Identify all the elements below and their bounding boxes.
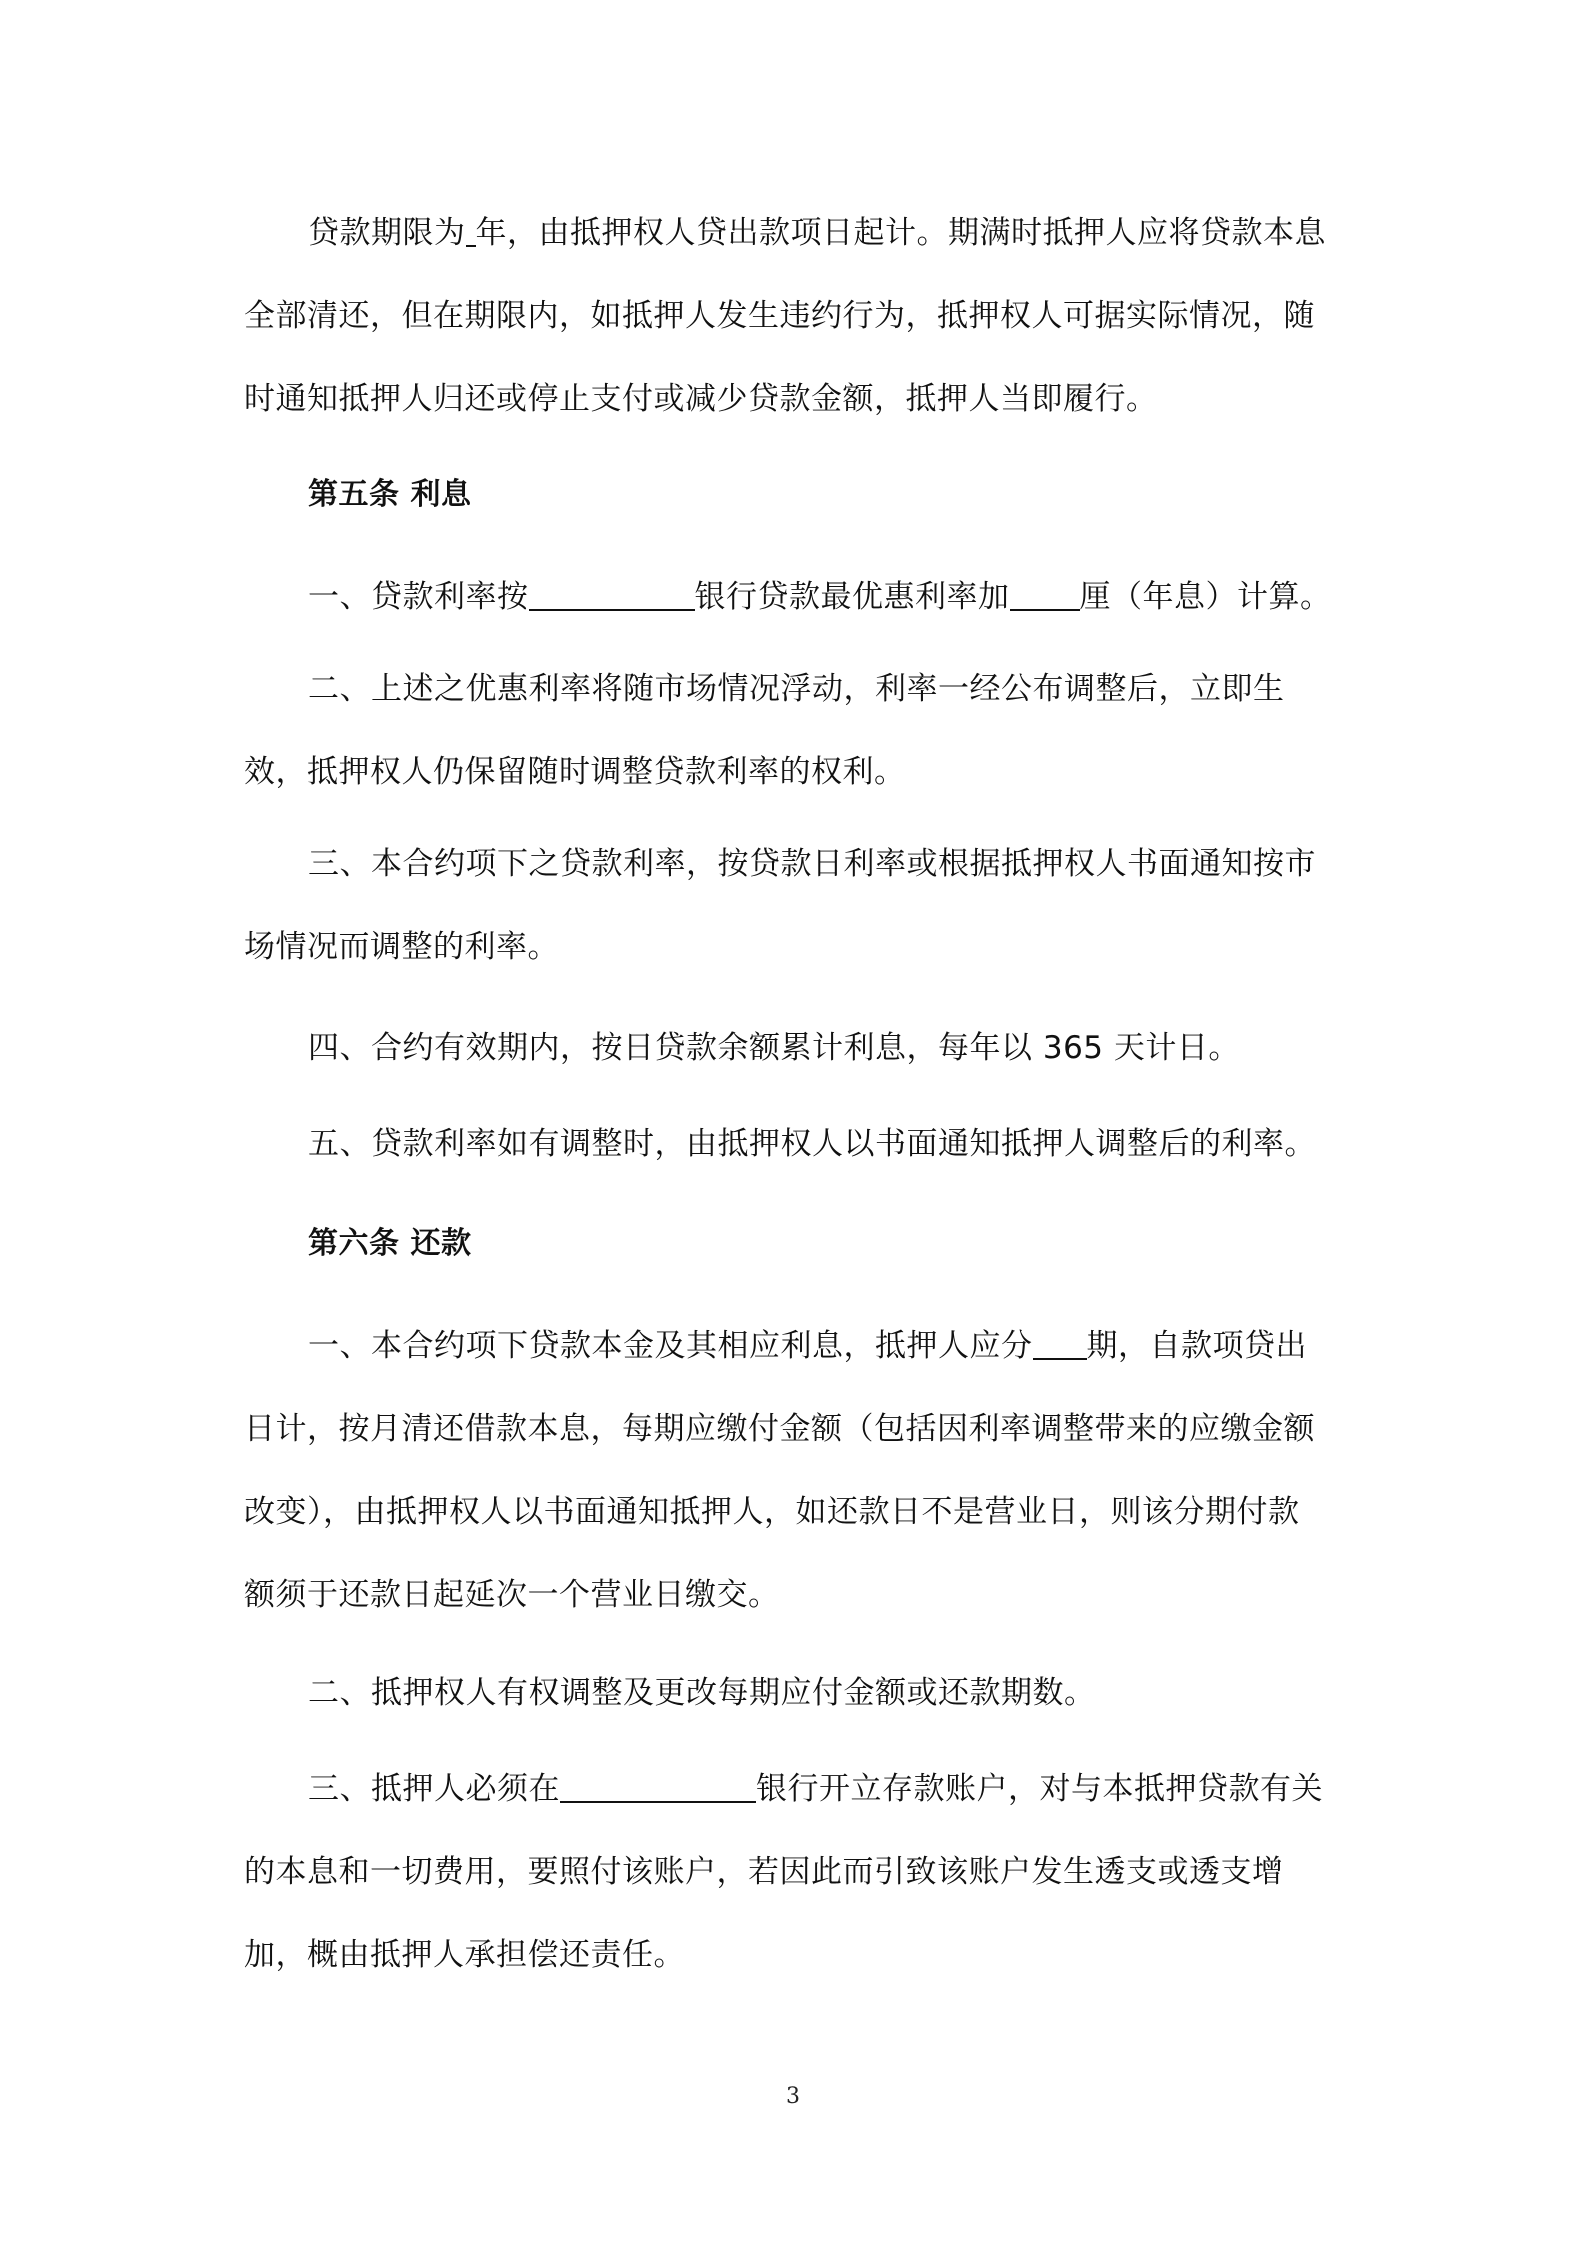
fill-in-blank-years[interactable] [466, 214, 476, 247]
text-line: 改变），由抵押权人以书面通知抵押人，如还款日不是营业日，则该分期付款 [244, 1494, 1300, 1530]
text-line: 效，抵押权人仍保留随时调整贷款利率的权利。 [244, 754, 906, 790]
text-line: 一、贷款利率按 银行贷款最优惠利率加 厘（年息）计算。 [308, 579, 1332, 615]
text-line: 日计，按月清还借款本息，每期应缴付金额（包括因利率调整带来的应缴金额 [244, 1411, 1315, 1447]
fill-in-blank-rate-margin[interactable] [1010, 578, 1080, 611]
article-5-heading: 第五条 利息 [308, 477, 472, 512]
paragraph-rate-basis [244, 556, 1344, 639]
text-line: 三、抵押人必须在 银行开立存款账户，对与本抵押贷款有关 [308, 1771, 1323, 1807]
text-line: 一、本合约项下贷款本金及其相应利息，抵押人应分 期，自款项贷出 [308, 1328, 1307, 1364]
page-number: 3 [786, 2084, 800, 2109]
paragraph-interest-accrual [244, 1007, 1344, 1090]
text-line: 三、本合约项下之贷款利率，按贷款日利率或根据抵押权人书面通知按市 [308, 846, 1316, 882]
text-line: 二、上述之优惠利率将随市场情况浮动，利率一经公布调整后，立即生 [308, 671, 1285, 707]
text-line: 时通知抵押人归还或停止支付或减少贷款金额，抵押人当即履行。 [244, 381, 1158, 417]
paragraph-adjust-installments [244, 1652, 1344, 1735]
paragraph-loan-term [244, 192, 1344, 441]
paragraph-deposit-account [244, 1748, 1344, 1997]
fill-in-blank-installments[interactable] [1033, 1327, 1087, 1360]
fill-in-blank-deposit-bank[interactable] [560, 1770, 756, 1803]
text-line: 额须于还款日起延次一个营业日缴交。 [244, 1577, 780, 1613]
paragraph-rate-applied [244, 823, 1344, 989]
text-line: 全部清还，但在期限内，如抵押人发生违约行为，抵押权人可据实际情况，随 [244, 298, 1315, 334]
text-line: 二、抵押权人有权调整及更改每期应付金额或还款期数。 [308, 1675, 1096, 1711]
text-line: 加，概由抵押人承担偿还责任。 [244, 1937, 685, 1973]
text-line: 五、贷款利率如有调整时，由抵押权人以书面通知抵押人调整后的利率。 [308, 1126, 1316, 1162]
article-6-heading: 第六条 还款 [308, 1226, 472, 1261]
text-line: 的本息和一切费用，要照付该账户，若因此而引致该账户发生透支或透支增 [244, 1854, 1284, 1890]
text-line: 贷款期限为 年，由抵押权人贷出款项日起计。期满时抵押人应将贷款本息 [308, 215, 1326, 251]
text-line: 场情况而调整的利率。 [244, 929, 559, 965]
paragraph-repayment-schedule [244, 1305, 1344, 1637]
paragraph-rate-floating [244, 648, 1344, 814]
text-line: 四、合约有效期内，按日贷款余额累计利息，每年以 365 天计日。 [308, 1030, 1240, 1066]
fill-in-blank-bank-name[interactable] [529, 578, 695, 611]
paragraph-rate-adjustment-notice [244, 1103, 1344, 1186]
